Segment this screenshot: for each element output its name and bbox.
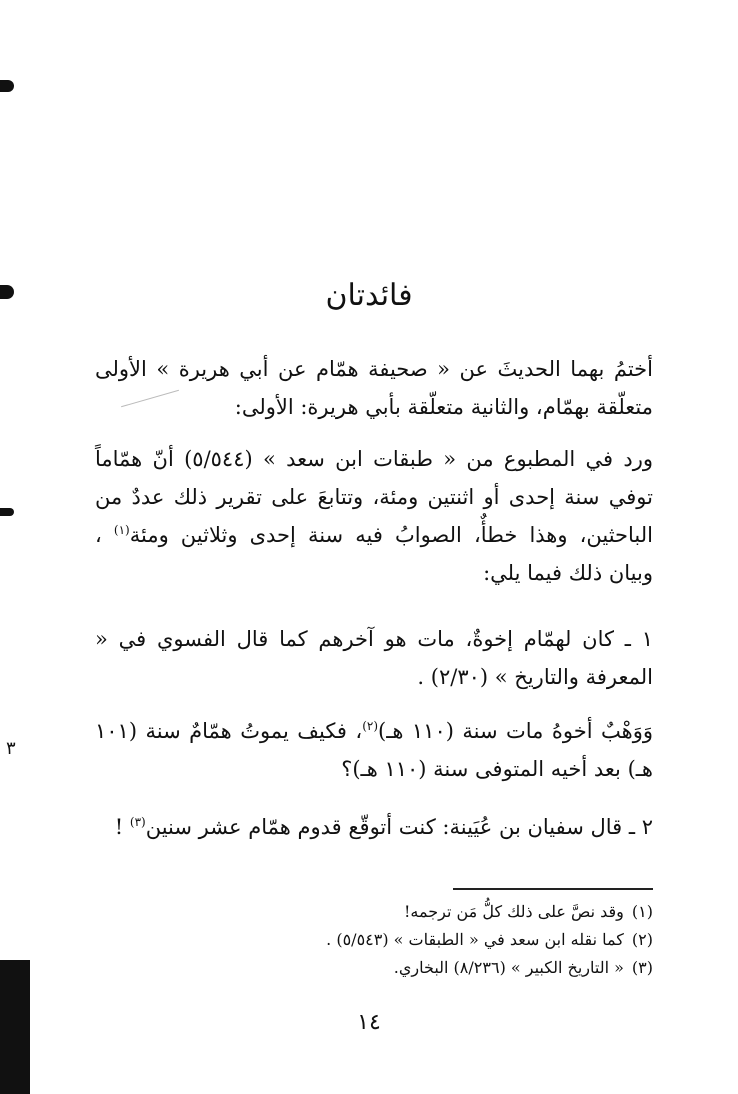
- footnote-marker-2[interactable]: (٢): [362, 719, 379, 733]
- scan-edge-mark: [0, 508, 14, 516]
- paragraph-first-point: [95, 440, 653, 592]
- scan-edge-mark: [0, 80, 14, 92]
- page-heading: فائدتان: [325, 278, 413, 313]
- paragraph-point-1: [95, 620, 653, 696]
- footnote-number: (١): [631, 902, 653, 921]
- footnote-marker-1[interactable]: (١): [113, 523, 130, 537]
- paragraph-text-tail: ، وبيان ذلك فيما يلي:: [95, 523, 653, 585]
- scan-edge-glyph: ۳: [6, 738, 16, 759]
- paragraph-text: ١ ـ كان لهمّام إخوةٌ، مات هو آخرهم كما قال الفسوي في « المعرفة والتاريخ » (٢/٣٠) .: [95, 627, 653, 689]
- footnote-number: (٣): [631, 958, 653, 977]
- paragraph-text: وَوَهْبٌ أخوهُ مات سنة (١١٠ هـ): [378, 719, 653, 743]
- paragraph-text-tail: !: [114, 815, 124, 839]
- footnote-3: [95, 954, 653, 982]
- footnote-text: كما نقله ابن سعد في « الطبقات » (٥/٥٤٣) .: [326, 930, 624, 949]
- paragraph-point-2: [95, 808, 653, 846]
- footnote-1: [95, 898, 653, 926]
- paragraph-wahb: [95, 712, 653, 788]
- footnote-marker-3[interactable]: (٣): [129, 815, 146, 829]
- footnote-divider: [453, 888, 653, 890]
- paragraph-text-tail: ، فكيف يموتُ همّامٌ سنة (١٠١ هـ) بعد أخيه المتوفى سنة (١١٠ هـ)؟: [95, 719, 653, 781]
- paragraph-text: ورد في المطبوع من « طبقات ابن سعد » (٥/٥٤٤) أنّ همّاماً توفي سنة إحدى أو اثنتين ومئة، وتتابعَ على تقرير ذلك عددٌ من الباحثين، وهذا خطأٌ، الصوابُ فيه سنة إحدى وثلاثين ومئة: [95, 447, 653, 547]
- paragraph-text: أختمُ بهما الحديثَ عن « صحيفة همّام عن أبي هريرة » الأولى متعلّقة بهمّام، والثانية متعلّقة بأبي هريرة: الأولى:: [95, 357, 653, 419]
- footnotes: [95, 898, 653, 982]
- footnote-2: [95, 926, 653, 954]
- page-number: ١٤: [357, 1010, 381, 1035]
- footnote-text: وقد نصَّ على ذلك كلُّ مَن ترجمه!: [403, 902, 624, 921]
- paragraph-text: ٢ ـ قال سفيان بن عُيَينة: كنت أتوقّع قدوم همّام عشر سنين: [145, 815, 653, 839]
- paragraph-intro: [95, 350, 653, 426]
- footnote-number: (٢): [631, 930, 653, 949]
- footnote-text: « التاريخ الكبير » (٨/٢٣٦) البخاري.: [393, 958, 624, 977]
